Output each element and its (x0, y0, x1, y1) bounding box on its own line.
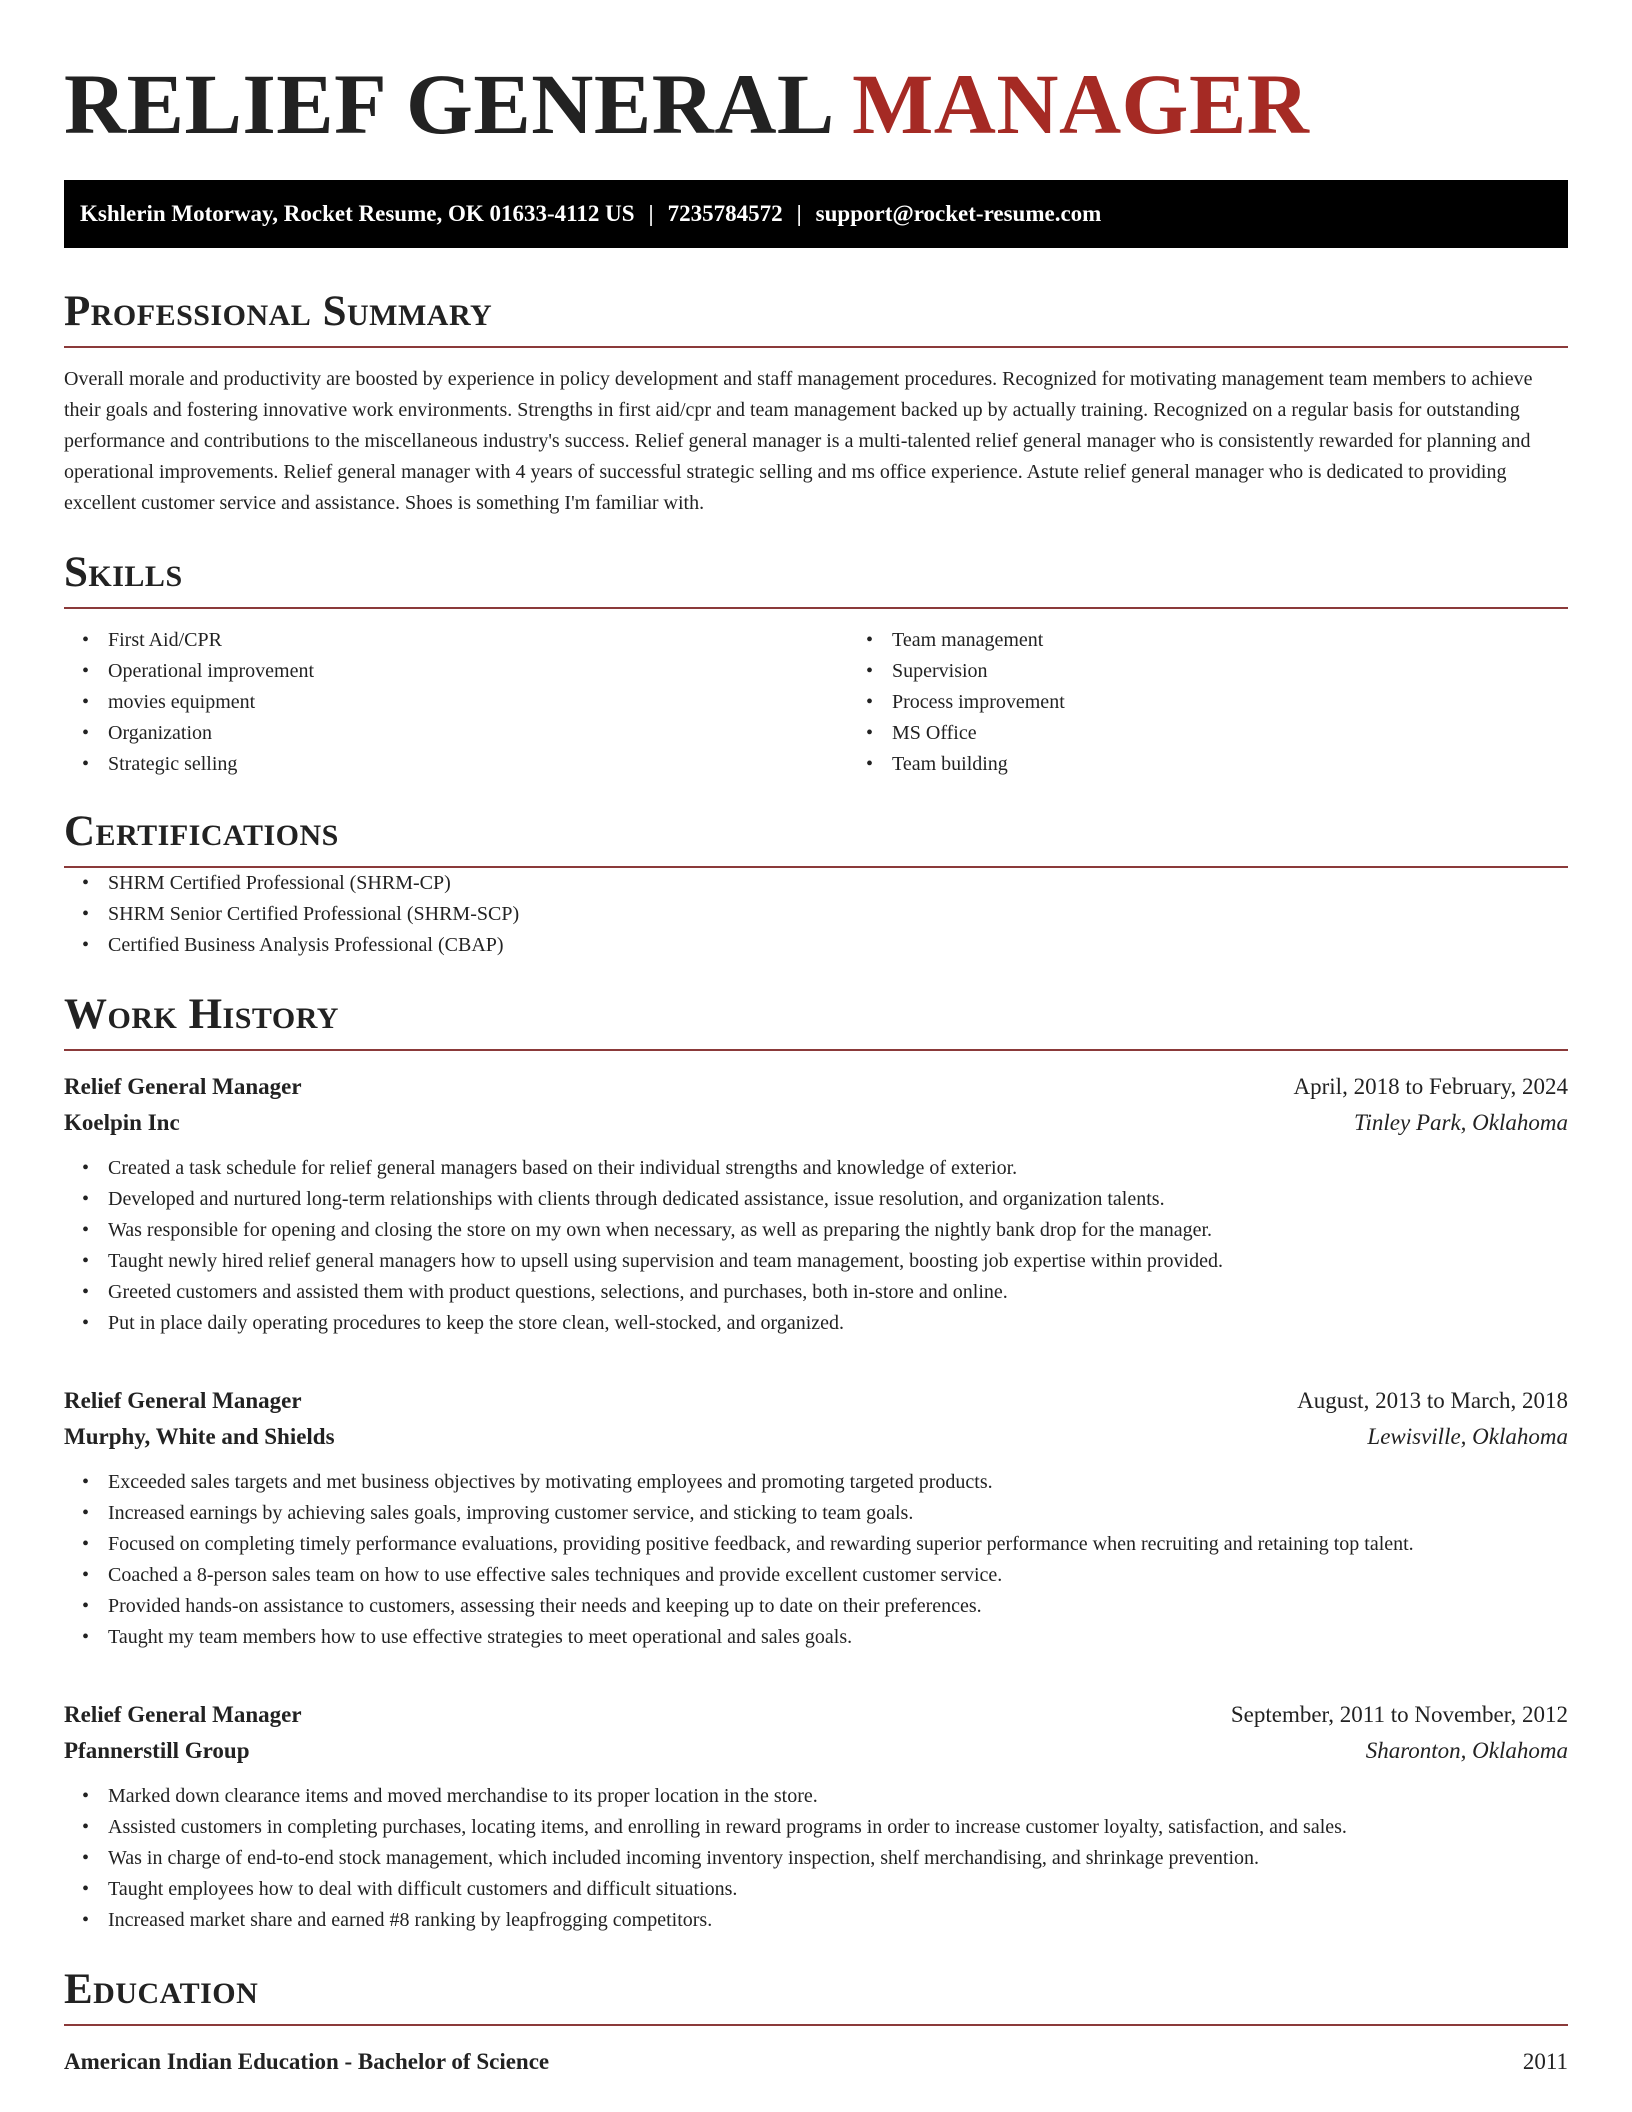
job-company: Murphy, White and Shields (64, 1424, 335, 1449)
contact-separator: | (648, 201, 654, 226)
job-header-row (64, 1383, 1568, 1419)
skill-item: • Strategic selling (108, 749, 848, 780)
skill-item: • Process improvement (892, 687, 1632, 718)
section-divider (64, 2024, 1568, 2026)
contact-address: Kshlerin Motorway, Rocket Resume, OK 01633-4112 US (80, 201, 635, 226)
skill-item: • movies equipment (108, 687, 848, 718)
education-year: 2011 (1522, 2049, 1568, 2074)
summary-section (64, 286, 1568, 519)
education-header-row (64, 2044, 1568, 2080)
skill-item: • Operational improvement (108, 656, 848, 687)
job-bullet: • Greeted customers and assisted them with product questions, selections, and purchases, both in-store and online. (108, 1277, 1568, 1308)
contact-bar (64, 180, 1568, 248)
job-header-row (64, 1069, 1568, 1105)
job-entry (64, 1383, 1568, 1653)
name-primary: RELIEF GENERAL (64, 56, 831, 152)
resume-name (64, 0, 1568, 152)
education-section (64, 1964, 1568, 2080)
summary-text: Overall morale and productivity are boosted by experience in policy development and staff management procedures. Recognized for motivating management team members to achieve their goals and fostering innovative work environments. Strengths in first aid/cpr and team management backed up by actually training. Recognized on a regular basis for outstanding performance and contributions to the miscellaneous industry's success. Relief general manager is a multi-talented relief general manager who is consistently rewarded for planning and operational improvements. Relief general manager with 4 years of successful strategic selling and ms office experience. Astute relief general manager who is dedicated to providing excellent customer service and assistance. Shoes is something I'm familiar with. (64, 368, 1533, 514)
certifications-list (64, 868, 1568, 961)
section-title-summary: Professional Summary (64, 288, 493, 335)
certification-item: • SHRM Senior Certified Professional (SHRM-SCP) (108, 899, 1568, 930)
job-bullet: • Was in charge of end-to-end stock management, which included incoming inventory inspection, shelf merchandising, and shrinkage prevention. (108, 1843, 1568, 1874)
job-bullet: • Marked down clearance items and moved merchandise to its proper location in the store. (108, 1781, 1568, 1812)
education-degree: American Indian Education - Bachelor of Science (64, 2049, 550, 2074)
job-bullet: • Taught employees how to deal with difficult customers and difficult situations. (108, 1874, 1568, 1905)
job-bullet: • Was responsible for opening and closing the store on my own when necessary, as well as preparing the nightly bank drop for the manager. (108, 1215, 1568, 1246)
job-bullets (64, 1781, 1568, 1936)
skills-column-left (64, 625, 848, 780)
job-title: Relief General Manager (64, 1388, 302, 1413)
skills-section (64, 547, 1568, 780)
job-location: Tinley Park, Oklahoma (1354, 1110, 1568, 1135)
certification-item: • SHRM Certified Professional (SHRM-CP) (108, 868, 1568, 899)
job-bullet: • Increased earnings by achieving sales goals, improving customer service, and sticking to team goals. (108, 1498, 1568, 1529)
name-accent: MANAGER (852, 56, 1310, 152)
job-location: Lewisville, Oklahoma (1367, 1424, 1568, 1449)
job-dates: April, 2018 to February, 2024 (1293, 1074, 1568, 1099)
job-location: Sharonton, Oklahoma (1365, 1738, 1568, 1763)
skill-item: • Organization (108, 718, 848, 749)
section-title-work-history: Work History (64, 991, 339, 1038)
skills-grid (64, 625, 1568, 780)
job-company-row (64, 1419, 1568, 1455)
contact-separator: | (796, 201, 802, 226)
job-header-row (64, 1697, 1568, 1733)
section-divider (64, 1049, 1568, 1051)
skills-column-right (848, 625, 1632, 780)
job-bullet: • Put in place daily operating procedures to keep the store clean, well-stocked, and organized. (108, 1308, 1568, 1339)
skill-item: • Team management (892, 625, 1632, 656)
job-bullet: • Focused on completing timely performance evaluations, providing positive feedback, and rewarding superior performance when recruiting and retaining top talent. (108, 1529, 1568, 1560)
job-bullet: • Taught newly hired relief general managers how to upsell using supervision and team management, boosting job expertise within provided. (108, 1246, 1568, 1277)
skill-item: • MS Office (892, 718, 1632, 749)
job-bullet: • Coached a 8-person sales team on how to use effective sales techniques and provide excellent customer service. (108, 1560, 1568, 1591)
section-divider (64, 346, 1568, 348)
job-bullet: • Taught my team members how to use effective strategies to meet operational and sales goals. (108, 1622, 1568, 1653)
skill-item: • First Aid/CPR (108, 625, 848, 656)
education-entry (64, 2044, 1568, 2080)
job-entry (64, 1069, 1568, 1339)
job-title: Relief General Manager (64, 1074, 302, 1099)
skill-item: • Supervision (892, 656, 1632, 687)
skill-item: • Team building (892, 749, 1632, 780)
job-bullet: • Increased market share and earned #8 ranking by leapfrogging competitors. (108, 1905, 1568, 1936)
section-title-education: Education (64, 1966, 259, 2013)
job-bullets (64, 1467, 1568, 1653)
job-bullet: • Assisted customers in completing purchases, locating items, and enrolling in reward programs in order to increase customer loyalty, satisfaction, and sales. (108, 1812, 1568, 1843)
section-title-certifications: Certifications (64, 808, 339, 855)
job-bullet: • Developed and nurtured long-term relationships with clients through dedicated assistance, issue resolution, and organization talents. (108, 1184, 1568, 1215)
job-title: Relief General Manager (64, 1702, 302, 1727)
contact-phone: 7235784572 (667, 201, 783, 226)
job-entry (64, 1697, 1568, 1936)
certification-item: • Certified Business Analysis Professional (CBAP) (108, 930, 1568, 961)
job-bullet: • Exceeded sales targets and met business objectives by motivating employees and promoting targeted products. (108, 1467, 1568, 1498)
work-history-section (64, 989, 1568, 1936)
job-bullets (64, 1153, 1568, 1339)
job-company: Koelpin Inc (64, 1110, 180, 1135)
contact-email: support@rocket-resume.com (815, 201, 1102, 226)
job-company-row (64, 1733, 1568, 1769)
job-bullet: • Provided hands-on assistance to customers, assessing their needs and keeping up to date on their preferences. (108, 1591, 1568, 1622)
certifications-section (64, 806, 1568, 961)
section-title-skills: Skills (64, 549, 183, 596)
job-dates: September, 2011 to November, 2012 (1230, 1702, 1568, 1727)
job-company-row (64, 1105, 1568, 1141)
job-dates: August, 2013 to March, 2018 (1297, 1388, 1568, 1413)
job-bullet: • Created a task schedule for relief general managers based on their individual strengths and knowledge of exterior. (108, 1153, 1568, 1184)
job-company: Pfannerstill Group (64, 1738, 250, 1763)
section-divider (64, 607, 1568, 609)
